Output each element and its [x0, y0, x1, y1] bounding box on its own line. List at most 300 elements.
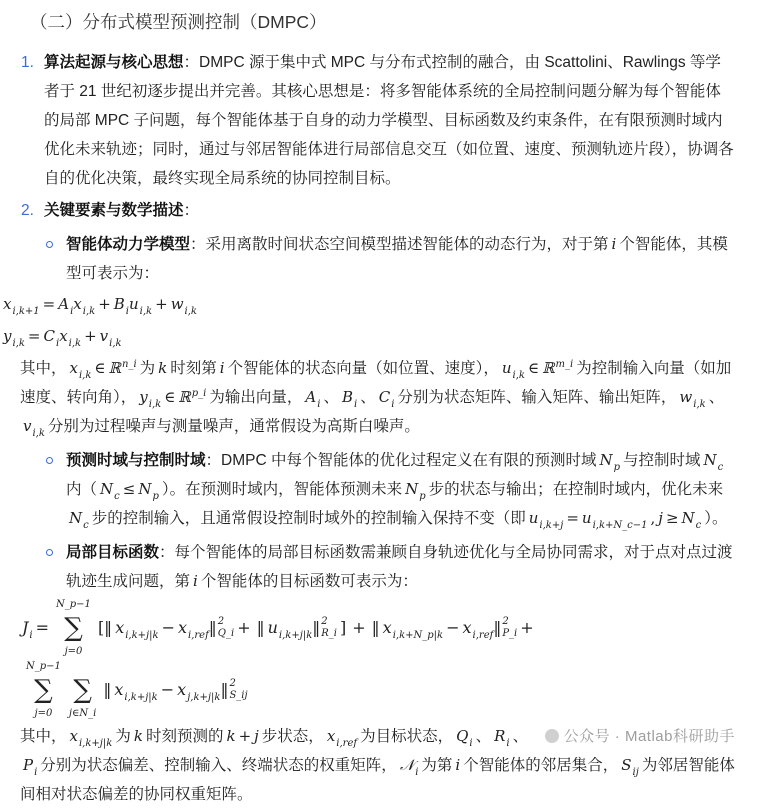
inline-math: [402, 480, 429, 502]
math-scripts: [188, 630, 209, 642]
math-scripts: [593, 520, 648, 532]
text-run: 分别为过程噪声与测量噪声，通常假设为高斯白噪声。: [47, 418, 420, 435]
subscript: i,k+j|k: [278, 629, 313, 641]
summation-symbol: [69, 660, 96, 720]
math-operator: ≥: [665, 509, 679, 527]
sigma-icon: ∑: [34, 675, 53, 705]
subscript: i: [469, 738, 473, 749]
math-variable: [305, 388, 321, 410]
subscript: i,k: [109, 338, 122, 349]
subscript: p: [419, 491, 426, 502]
math-symbol: v: [23, 417, 32, 435]
math-scripts: [317, 399, 320, 411]
math-variable: [528, 509, 564, 531]
summation-symbol: [26, 660, 61, 720]
math-variable: [158, 359, 167, 377]
text-run: 、: [512, 728, 529, 745]
subscript: i,k+j: [539, 520, 564, 531]
math-scripts: [32, 428, 44, 440]
math-scripts: [718, 462, 724, 474]
math-symbol: i: [611, 235, 617, 253]
math-variable: [3, 327, 25, 349]
math-scripts: [539, 520, 563, 532]
math-symbol: N: [681, 509, 695, 527]
sub-item-horizons: [0, 446, 735, 533]
math-variable: [405, 480, 426, 502]
math-operator: ∈: [94, 359, 106, 377]
math-scripts: [513, 370, 525, 382]
math-operator: =: [42, 295, 56, 313]
math-variable: [220, 680, 247, 699]
watermark-text: 公众号 · Matlab科研助手: [563, 728, 735, 745]
math-operator: ,: [650, 509, 656, 527]
watermark: [545, 722, 735, 751]
text-run: ：DMPC 中每个智能体的优化过程定义在有限的预测时域: [205, 452, 597, 469]
subscript: i,k: [68, 338, 82, 349]
math-variable: [679, 388, 706, 410]
inline-math: [397, 756, 422, 778]
math-variable: [220, 359, 225, 377]
math-scripts: [83, 520, 89, 532]
circle-bullet-icon: [46, 457, 53, 464]
math-symbol: ℝ: [108, 359, 121, 377]
superscript: m_i: [555, 359, 574, 370]
math-scripts: [192, 388, 207, 400]
math-variable: [326, 727, 358, 749]
subscript: i,k: [148, 399, 162, 410]
math-variable: [73, 295, 96, 317]
math-operator: +: [237, 617, 251, 637]
math-scripts: [279, 630, 312, 642]
subscript: i,k: [512, 370, 525, 381]
math-symbol: R: [494, 727, 506, 745]
math-operator: =: [27, 327, 41, 345]
math-variable: [177, 679, 221, 703]
subscript: c: [717, 462, 724, 473]
subscript: P_i: [502, 628, 518, 639]
math-symbol: N: [703, 451, 717, 469]
math-symbol: A: [58, 295, 70, 313]
text-run: 分别为状态矩阵、输入矩阵、输出矩阵，: [397, 389, 677, 406]
math-variable: [22, 617, 33, 641]
superscript: n_i: [122, 359, 137, 370]
math-symbol: C: [378, 388, 391, 406]
math-variable: [23, 417, 45, 439]
subscript: i: [29, 629, 33, 641]
math-symbol: w: [170, 295, 184, 313]
superscript: 2: [229, 678, 236, 689]
text-run: 个智能体的状态向量（如位置、速度），: [227, 360, 499, 377]
text-run: 为邻居智能体间相对状态偏差的协同权重矩阵。: [20, 757, 735, 803]
subscript: i,ref: [188, 629, 209, 641]
inline-math: [676, 388, 708, 410]
inline-math: [223, 727, 261, 745]
list-number: 2.: [21, 202, 34, 219]
inline-math: [20, 756, 40, 778]
text-run: 步状态，: [261, 728, 324, 745]
math-symbol: J: [22, 617, 29, 637]
sum-lower-limit: j=0: [34, 708, 53, 719]
subscript: i: [391, 399, 395, 410]
math-symbol: ‖: [208, 617, 217, 637]
math-variable: [462, 617, 494, 641]
bold-label: 智能体动力学模型: [66, 236, 191, 253]
math-variable: [267, 617, 313, 641]
list-number: 1.: [21, 54, 34, 71]
sum-upper-limit: N_p−1: [26, 661, 61, 672]
math-variable: [139, 388, 162, 410]
math-scripts: [124, 692, 157, 704]
math-symbol: x: [69, 727, 78, 745]
math-variable: [115, 617, 159, 641]
math-symbol: u: [501, 359, 512, 377]
math-scripts: [114, 491, 120, 503]
sum-lower-limit: j∈N_i: [68, 708, 97, 719]
objective-equation-line-2: [0, 660, 735, 720]
subscript: R_i: [321, 628, 338, 639]
math-symbol: x: [73, 295, 82, 313]
sub-item-objective: [0, 538, 735, 596]
subscript: S_ij: [229, 690, 248, 701]
math-symbol: ℝ: [542, 359, 555, 377]
subscript: Q_i: [217, 628, 235, 639]
math-variable: [178, 388, 206, 406]
math-variable: [703, 451, 724, 473]
section-title: （二）分布式模型预测控制（DMPC）: [30, 12, 327, 32]
list-item-key-elements: [0, 196, 735, 225]
text-run: 其中，: [20, 360, 67, 377]
math-operator: −: [446, 617, 460, 637]
inline-math: [190, 572, 201, 590]
math-symbol: N: [138, 480, 152, 498]
math-scripts: [693, 399, 705, 411]
math-variable: [138, 480, 159, 502]
math-variable: [69, 509, 89, 531]
item-text: [44, 54, 734, 187]
math-operator: =: [566, 509, 579, 527]
list-item-origin: [0, 48, 735, 193]
math-scripts: [336, 738, 357, 750]
math-symbol: k: [226, 727, 236, 745]
inline-math: [66, 509, 92, 531]
subscript: i: [55, 338, 60, 349]
math-symbol: y: [3, 327, 12, 345]
inline-math: [618, 756, 642, 778]
math-scripts: [187, 692, 220, 704]
math-variable: [378, 388, 395, 410]
math-symbol: y: [139, 388, 148, 406]
math-operator: +: [352, 617, 366, 637]
sigma-icon: ∑: [73, 675, 92, 705]
math-variable: [226, 727, 235, 745]
inline-math: [97, 480, 162, 502]
math-scripts: [83, 306, 95, 318]
math-scripts: [419, 491, 425, 503]
math-scripts: [125, 630, 158, 642]
inline-math: [499, 359, 576, 381]
math-operator: ∈: [527, 359, 540, 377]
inline-math: [453, 727, 476, 749]
text-run: 为: [115, 728, 131, 745]
math-operator: +: [238, 727, 252, 745]
math-symbol: C: [43, 327, 55, 345]
math-operator: ‖: [371, 617, 380, 637]
math-scripts: [502, 616, 517, 640]
math-variable: [113, 295, 129, 317]
math-variable: [3, 295, 40, 317]
math-scripts: [34, 767, 37, 779]
math-scripts: [354, 399, 357, 411]
wechat-logo-icon: [545, 729, 559, 743]
math-operator: ‖: [256, 617, 265, 637]
math-variable: [109, 359, 137, 377]
math-variable: [129, 295, 153, 317]
math-symbol: x: [69, 359, 78, 377]
text-run: 与控制时域: [623, 452, 701, 469]
subscript: p: [613, 462, 620, 473]
math-symbol: j: [254, 727, 259, 745]
math-scripts: [229, 678, 247, 702]
math-variable: [114, 679, 158, 703]
subscript: i,k+j|k: [78, 738, 113, 749]
math-operator: ≤: [122, 480, 136, 498]
math-variable: [493, 618, 517, 637]
bold-label: 关键要素与数学描述: [44, 202, 184, 219]
math-symbol: N: [69, 509, 83, 527]
inline-math: [136, 388, 209, 410]
math-variable: [170, 295, 197, 317]
math-variable: [43, 327, 60, 349]
math-variable: [581, 509, 648, 531]
bold-label: 算法起源与核心思想: [44, 54, 184, 71]
math-scripts: [149, 399, 161, 411]
math-variable: [542, 359, 573, 377]
sub-item-text: [66, 544, 733, 590]
sub-item-text: [66, 451, 728, 531]
text-run: ）。在预测时域内，智能体预测未来: [161, 481, 403, 498]
objective-explanation: [0, 722, 735, 809]
math-symbol: ℝ: [178, 388, 191, 406]
inline-math: [339, 388, 360, 410]
math-scripts: [614, 462, 620, 474]
inline-math: [491, 727, 513, 749]
text-run: 为: [139, 360, 156, 377]
text-run: 个智能体的目标函数可表示为：: [200, 573, 418, 590]
subscript: i,ref: [336, 738, 358, 749]
math-variable: [59, 327, 82, 349]
math-scripts: [12, 306, 39, 318]
math-symbol: N: [405, 480, 419, 498]
math-scripts: [633, 767, 639, 779]
subscript: c: [83, 520, 89, 531]
circle-bullet-icon: [46, 241, 53, 248]
math-variable: [681, 509, 702, 531]
math-variable: [193, 572, 198, 590]
text-run: 为控制输入向量（如加速度、转向角），: [20, 360, 732, 406]
math-operator: ]: [340, 617, 347, 637]
equation-output: [0, 320, 735, 352]
superscript: 2: [217, 616, 225, 627]
math-variable: [69, 359, 92, 381]
math-symbol: N: [100, 480, 114, 498]
sub-item-dynamics-model: [0, 230, 735, 288]
text-run: 、: [323, 389, 339, 406]
math-symbol: u: [267, 617, 278, 637]
subscript: i,ref: [472, 629, 494, 641]
math-symbol: k: [133, 727, 143, 745]
inline-math: [20, 417, 48, 439]
dynamics-explanation: [0, 354, 735, 441]
subscript: i,k+j|k: [125, 629, 159, 641]
math-symbol: x: [326, 727, 336, 745]
subscript: i,k: [693, 399, 706, 410]
math-variable: [23, 756, 38, 778]
math-scripts: [185, 306, 197, 318]
math-variable: [599, 451, 620, 473]
math-variable: [494, 727, 510, 749]
math-variable: [612, 235, 617, 253]
subscript: i,k: [12, 338, 25, 349]
inline-math: [324, 727, 360, 749]
math-operator: ‖: [103, 679, 112, 699]
text-run: 、: [360, 389, 376, 406]
sum-upper-limit: N_p−1: [56, 599, 91, 610]
subscript: ij: [632, 767, 639, 778]
subscript: i,k+N_c−1: [592, 520, 648, 531]
math-symbol: x: [59, 327, 68, 345]
inline-math: [67, 359, 140, 381]
bold-label: 局部目标函数: [66, 544, 160, 561]
math-symbol: A: [305, 388, 317, 406]
text-run: 时刻预测的: [145, 728, 224, 745]
item-text: [44, 202, 199, 219]
superscript: p_i: [191, 388, 207, 399]
text-run: 分别为状态偏差、控制输入、终端状态的权重矩阵，: [40, 757, 397, 774]
inline-math: [302, 388, 323, 410]
math-scripts: [696, 520, 702, 532]
text-run: 时刻第: [170, 360, 217, 377]
superscript: 2: [321, 616, 328, 627]
math-symbol: x: [114, 679, 124, 699]
subscript: i: [353, 399, 358, 410]
math-scripts: [140, 306, 152, 318]
math-symbol: x: [115, 617, 125, 637]
math-scripts: [12, 338, 24, 350]
math-symbol: x: [177, 679, 187, 699]
math-variable: [621, 756, 639, 778]
math-variable: [100, 480, 120, 502]
text-run: 为输出向量，: [209, 389, 303, 406]
superscript: 2: [502, 616, 509, 627]
inline-math: [609, 235, 620, 253]
math-variable: [134, 727, 143, 745]
text-run: 个智能体，其模型可表示为：: [66, 236, 728, 282]
math-symbol: j: [658, 509, 663, 527]
text-run: 个智能体的邻居集合，: [463, 757, 619, 774]
sigma-icon: ∑: [64, 613, 83, 643]
text-run: 其中，: [20, 728, 67, 745]
math-variable: [382, 617, 444, 641]
math-symbol: u: [129, 295, 139, 313]
subscript: i,k+1: [12, 306, 40, 317]
math-scripts: [218, 616, 234, 640]
math-variable: [455, 756, 460, 774]
math-scripts: [152, 491, 158, 503]
math-variable: [177, 617, 209, 641]
math-symbol: S: [621, 756, 632, 774]
subscript: c: [695, 520, 702, 531]
math-variable: [69, 727, 113, 749]
subscript: i,k: [32, 428, 45, 439]
math-symbol: ‖: [312, 617, 321, 637]
inline-math: [67, 727, 116, 749]
text-run: ：DMPC 源于集中式 MPC 与分布式控制的融合，由 Scattolini、Rawlings 等学者于 21 世纪初逐步提出并完善。其核心思想是：将多智能体系统的全局控制问题分解为每个智能体的局部 MPC 子问题，每个智能体基于自身的动力学模型、目标函数及约束条件，在有限预测时域内优化未来轨迹；同时，通过与邻居智能体进行局部信息交互（如位置、速度、预测轨迹片段），协调各自的优化决策，最终实现全局系统的协同控制目标。: [44, 54, 734, 187]
math-scripts: [393, 630, 443, 642]
math-operator: +: [520, 617, 534, 637]
math-variable: [399, 756, 419, 778]
subscript: i,k: [139, 306, 153, 317]
text-run: 步的状态与输出；在控制时域内，优化未来: [428, 481, 724, 498]
math-symbol: ‖: [493, 617, 502, 637]
subscript: i,k: [78, 370, 92, 381]
math-symbol: v: [99, 327, 109, 345]
text-run: 为第: [421, 757, 453, 774]
math-scripts: [79, 370, 91, 382]
math-symbol: i: [219, 359, 225, 377]
subscript: i: [415, 767, 419, 778]
math-scripts: [79, 738, 112, 750]
inline-math: [376, 388, 398, 410]
subscript: i: [125, 306, 129, 317]
math-symbol: x: [382, 617, 392, 637]
math-symbol: ‖: [220, 679, 229, 699]
sum-lower-limit: j=0: [64, 646, 83, 657]
math-scripts: [321, 616, 337, 640]
math-scripts: [391, 399, 394, 411]
math-symbol: i: [193, 572, 198, 590]
text-run: 为目标状态，: [360, 728, 454, 745]
math-scripts: [415, 767, 418, 779]
math-symbol: x: [177, 617, 188, 637]
math-scripts: [473, 630, 494, 642]
inline-math: [701, 451, 727, 473]
math-operator: −: [160, 679, 175, 699]
math-variable: [456, 727, 473, 749]
subscript: i: [506, 738, 510, 749]
math-symbol: P: [23, 756, 34, 774]
subscript: i,k: [184, 306, 197, 317]
inline-math: [452, 756, 463, 774]
subscript: i,k+N_p|k: [392, 629, 444, 641]
math-symbol: x: [462, 617, 472, 637]
equation-state: [0, 288, 735, 320]
math-scripts: [506, 738, 509, 750]
math-operator: ∈: [164, 388, 176, 406]
objective-equation-line-1: [0, 598, 735, 658]
subscript: i,k: [82, 306, 96, 317]
math-symbol: u: [581, 509, 592, 527]
math-scripts: [556, 359, 574, 371]
math-variable: [99, 327, 122, 349]
math-operator: [‖: [97, 617, 113, 637]
math-symbol: w: [679, 388, 693, 406]
text-run: 内（: [66, 481, 98, 498]
math-variable: [254, 727, 259, 745]
math-symbol: i: [455, 756, 461, 774]
math-operator: +: [98, 295, 111, 313]
subscript: i: [70, 306, 74, 317]
math-symbol: k: [158, 359, 168, 377]
